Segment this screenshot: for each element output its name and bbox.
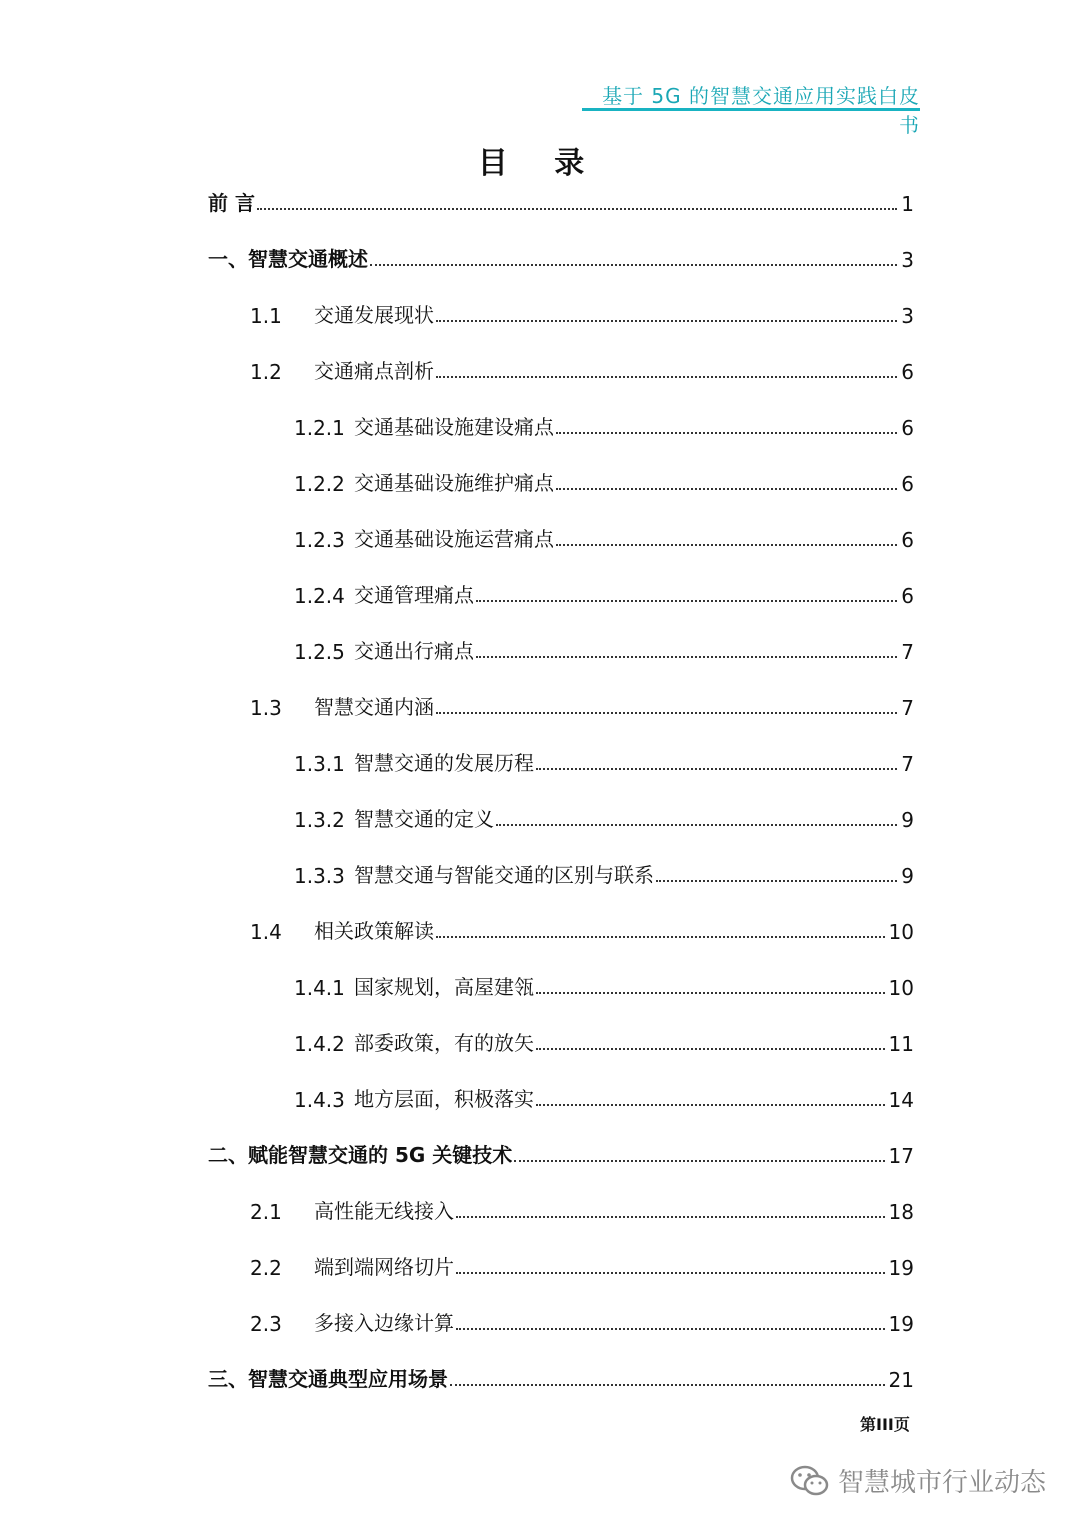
toc-entry-number: 1.3.3 bbox=[294, 864, 345, 888]
toc-entry-number: 1.4 bbox=[250, 920, 282, 944]
page-number: 第III页 bbox=[860, 1415, 910, 1434]
toc-leader-dots bbox=[536, 1103, 885, 1106]
toc-entry-page: 18 bbox=[888, 1200, 914, 1224]
toc-entry-number: 1.3 bbox=[250, 696, 282, 720]
toc-entry-number: 2.1 bbox=[250, 1200, 282, 1224]
toc-leader-dots bbox=[536, 991, 885, 994]
toc-entry-number: 1.2 bbox=[250, 360, 282, 384]
toc-entry-label: 部委政策，有的放矢 bbox=[354, 1031, 534, 1055]
toc-entry[interactable] bbox=[208, 1362, 914, 1392]
toc-leader-dots bbox=[556, 431, 897, 434]
toc-entry[interactable] bbox=[250, 1194, 914, 1224]
toc-leader-dots bbox=[456, 1271, 885, 1274]
toc-leader-dots bbox=[514, 1159, 884, 1162]
toc-entry-number: 1.4.2 bbox=[294, 1032, 345, 1056]
toc-entry[interactable] bbox=[294, 522, 914, 552]
toc-entry-label: 交通基础设施维护痛点 bbox=[354, 471, 554, 495]
toc-entry-page: 7 bbox=[901, 696, 914, 720]
toc-entry-label: 国家规划，高屋建瓴 bbox=[354, 975, 534, 999]
toc-entry-label: 交通痛点剖析 bbox=[314, 359, 434, 383]
toc-entry[interactable] bbox=[294, 970, 914, 1000]
toc-leader-dots bbox=[556, 487, 897, 490]
toc-entry-label: 交通基础设施建设痛点 bbox=[354, 415, 554, 439]
toc-entry-page: 3 bbox=[901, 304, 914, 328]
toc-entry-number: 2.2 bbox=[250, 1256, 282, 1280]
toc-entry-number: 1.1 bbox=[250, 304, 282, 328]
toc-entry-page: 10 bbox=[888, 976, 914, 1000]
toc-entry-number: 1.2.1 bbox=[294, 416, 345, 440]
toc-entry-label: 交通基础设施运营痛点 bbox=[354, 527, 554, 551]
toc-entry-label: 二、赋能智慧交通的 5G 关键技术 bbox=[208, 1143, 513, 1167]
toc-entry[interactable] bbox=[250, 298, 914, 328]
toc-leader-dots bbox=[456, 1327, 885, 1330]
toc-entry-label: 地方层面，积极落实 bbox=[354, 1087, 534, 1111]
toc-entry-page: 14 bbox=[888, 1088, 914, 1112]
toc-entry-label: 智慧交通的发展历程 bbox=[354, 751, 534, 775]
toc-entry-page: 9 bbox=[901, 808, 914, 832]
toc-entry-label: 高性能无线接入 bbox=[314, 1199, 454, 1223]
document-header-title: 基于 5G 的智慧交通应用实践白皮书 bbox=[602, 84, 920, 137]
toc-leader-dots bbox=[436, 935, 885, 938]
toc-entry[interactable] bbox=[294, 746, 914, 776]
toc-leader-dots bbox=[536, 1047, 885, 1050]
toc-entry-label: 多接入边缘计算 bbox=[314, 1311, 454, 1335]
toc-entry[interactable] bbox=[294, 858, 914, 888]
toc-entry-label: 交通出行痛点 bbox=[354, 639, 474, 663]
toc-entry-page: 21 bbox=[888, 1368, 914, 1392]
toc-entry-number: 1.2.3 bbox=[294, 528, 345, 552]
toc-entry-number: 1.4.1 bbox=[294, 976, 345, 1000]
toc-entry[interactable] bbox=[250, 354, 914, 384]
toc-entry[interactable] bbox=[208, 242, 914, 272]
toc-leader-dots bbox=[656, 879, 897, 882]
toc-entry-number: 1.2.4 bbox=[294, 584, 345, 608]
toc-leader-dots bbox=[476, 599, 897, 602]
toc-entry[interactable] bbox=[250, 914, 914, 944]
toc-entry-label: 智慧交通与智能交通的区别与联系 bbox=[354, 863, 654, 887]
toc-entry-number: 1.2.5 bbox=[294, 640, 345, 664]
toc-entry-label: 智慧交通的定义 bbox=[354, 807, 494, 831]
toc-entry[interactable] bbox=[294, 578, 914, 608]
toc-entry[interactable] bbox=[208, 1138, 914, 1168]
toc-title: 目 录 bbox=[477, 146, 603, 181]
toc-entry[interactable] bbox=[250, 1250, 914, 1280]
toc-leader-dots bbox=[496, 823, 897, 826]
toc-entry-page: 9 bbox=[901, 864, 914, 888]
toc-entry[interactable] bbox=[250, 1306, 914, 1336]
toc-entry-label: 智慧交通内涵 bbox=[314, 695, 434, 719]
toc-entry-page: 10 bbox=[888, 920, 914, 944]
toc-leader-dots bbox=[436, 711, 897, 714]
toc-leader-dots bbox=[436, 319, 897, 322]
toc-entry-page: 6 bbox=[901, 416, 914, 440]
toc-entry-number: 2.3 bbox=[250, 1312, 282, 1336]
toc-entry-number: 1.3.2 bbox=[294, 808, 345, 832]
toc-entry-label: 前 言 bbox=[208, 191, 255, 215]
toc-entry[interactable] bbox=[294, 1082, 914, 1112]
toc-entry[interactable] bbox=[208, 186, 914, 216]
toc-entry-page: 6 bbox=[901, 528, 914, 552]
toc-entry-label: 相关政策解读 bbox=[314, 919, 434, 943]
watermark-text: 智慧城市行业动态 bbox=[838, 1468, 1047, 1498]
toc-entry-page: 7 bbox=[901, 640, 914, 664]
toc-entry[interactable] bbox=[294, 802, 914, 832]
toc-leader-dots bbox=[456, 1215, 885, 1218]
toc-leader-dots bbox=[436, 375, 897, 378]
toc-entry-number: 1.3.1 bbox=[294, 752, 345, 776]
toc-entry-page: 19 bbox=[888, 1256, 914, 1280]
toc-entry-page: 1 bbox=[901, 192, 914, 216]
toc-entry[interactable] bbox=[250, 690, 914, 720]
toc-entry-label: 交通发展现状 bbox=[314, 303, 434, 327]
toc-entry-number: 1.2.2 bbox=[294, 472, 345, 496]
toc-entry-label: 一、智慧交通概述 bbox=[208, 247, 368, 271]
toc-entry[interactable] bbox=[294, 634, 914, 664]
toc-entry-page: 11 bbox=[888, 1032, 914, 1056]
wechat-icon bbox=[790, 1464, 830, 1498]
toc-leader-dots bbox=[370, 263, 897, 266]
toc-entry-label: 三、智慧交通典型应用场景 bbox=[208, 1367, 448, 1391]
toc-entry-page: 17 bbox=[888, 1144, 914, 1168]
toc-entry-number: 1.4.3 bbox=[294, 1088, 345, 1112]
toc-entry[interactable] bbox=[294, 410, 914, 440]
toc-leader-dots bbox=[556, 543, 897, 546]
toc-entry-page: 3 bbox=[901, 248, 914, 272]
toc-entry-page: 6 bbox=[901, 584, 914, 608]
toc-entry[interactable] bbox=[294, 1026, 914, 1056]
toc-entry-page: 6 bbox=[901, 472, 914, 496]
toc-entry-page: 7 bbox=[901, 752, 914, 776]
toc-entry-page: 19 bbox=[888, 1312, 914, 1336]
toc-entry-label: 端到端网络切片 bbox=[314, 1255, 454, 1279]
watermark bbox=[790, 1462, 1046, 1499]
toc-entry[interactable] bbox=[294, 466, 914, 496]
toc-leader-dots bbox=[476, 655, 897, 658]
toc-entry-page: 6 bbox=[901, 360, 914, 384]
toc-entry-label: 交通管理痛点 bbox=[354, 583, 474, 607]
toc-leader-dots bbox=[450, 1383, 885, 1386]
toc-leader-dots bbox=[536, 767, 897, 770]
toc-leader-dots bbox=[257, 207, 897, 210]
